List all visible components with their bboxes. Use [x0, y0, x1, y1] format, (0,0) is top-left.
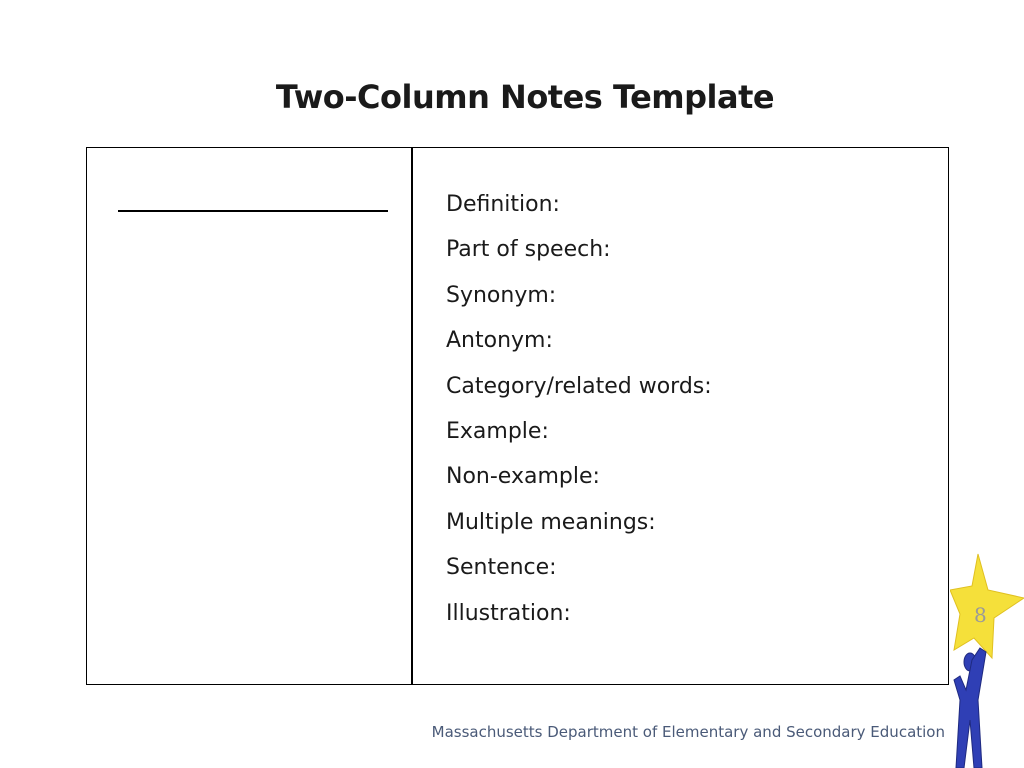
field-category: Category/related words:: [446, 373, 712, 399]
page-title: Two-Column Notes Template: [275, 78, 775, 116]
field-example: Example:: [446, 418, 549, 444]
field-part-of-speech: Part of speech:: [446, 237, 611, 263]
two-column-notes-table: [86, 147, 949, 685]
figure-shape: [954, 648, 986, 768]
field-synonym: Synonym:: [446, 282, 557, 308]
term-column: [87, 148, 413, 684]
field-non-example: Non-example:: [446, 464, 600, 490]
footer-text: Massachusetts Department of Elementary and Secondary Education: [431, 723, 945, 741]
field-sentence: Sentence:: [446, 555, 557, 581]
field-multiple-meanings: Multiple meanings:: [446, 509, 656, 535]
details-column: [413, 148, 948, 684]
star-figure-icon: [950, 550, 1024, 768]
field-antonym: Antonym:: [446, 328, 553, 354]
term-blank-line: [118, 210, 388, 212]
page-number: 8: [974, 603, 987, 627]
field-list: [446, 188, 712, 642]
star-shape: [950, 554, 1024, 658]
field-illustration: Illustration:: [446, 600, 571, 626]
field-definition: Definition:: [446, 192, 560, 217]
